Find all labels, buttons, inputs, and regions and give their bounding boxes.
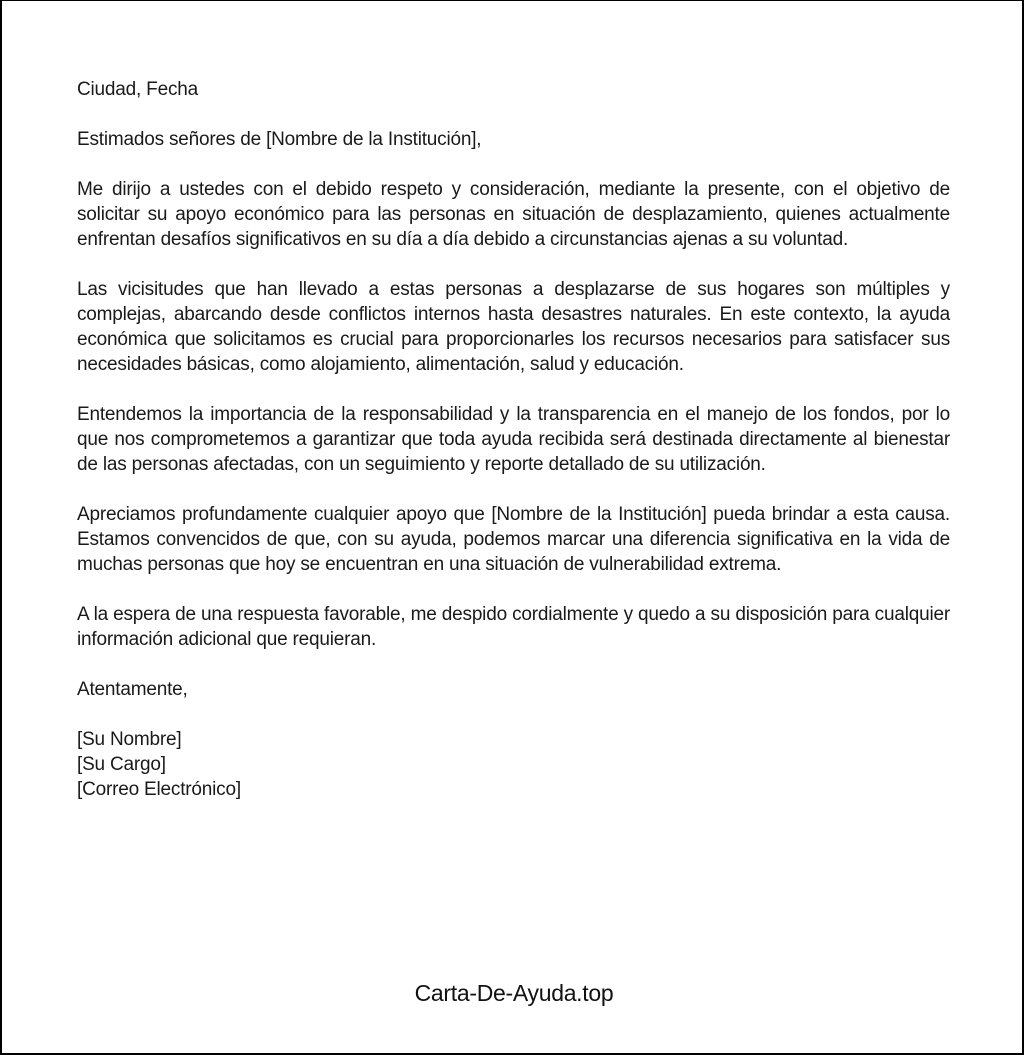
paragraph-context: Las vicisitudes que han llevado a estas personas a desplazarse de sus hogares son múltiples y complejas, abarcando desde conflictos internos hasta desastres naturales. En este contexto, la ayuda económica que solicitamos es crucial para proporcionarles los recursos necesarios para satisfacer sus necesidades básicas, como alojamiento, alimentación, salud y educación.: [77, 279, 950, 375]
closing: Atentamente,: [77, 679, 188, 700]
signature-email: [Correo Electrónico]: [77, 779, 241, 800]
salutation: Estimados señores de [Nombre de la Institución],: [77, 129, 482, 150]
paragraph-transparency: Entendemos la importancia de la responsabilidad y la transparencia en el manejo de los fondos, por lo que nos comprometemos a garantizar que toda ayuda recibida será destinada directamente al bienestar de las personas afectadas, con un seguimiento y reporte detallado de su utilización.: [77, 404, 950, 475]
signature-name: [Su Nombre]: [77, 729, 182, 750]
signature-position: [Su Cargo]: [77, 754, 166, 775]
signature-block: [77, 727, 950, 802]
place-date: Ciudad, Fecha: [77, 79, 198, 100]
footer-site-name: Carta-De-Ayuda.top: [414, 980, 614, 1006]
paragraph-farewell: A la espera de una respuesta favorable, me despido cordialmente y quedo a su disposición para cualquier información adicional que requieran.: [77, 604, 950, 650]
paragraph-request: Me dirijo a ustedes con el debido respeto y consideración, mediante la presente, con el objetivo de solicitar su apoyo económico para las personas en situación de desplazamiento, quienes actualmente enfrentan desafíos significativos en su día a día debido a circunstancias ajenas a su voluntad.: [77, 179, 950, 250]
letter-body: [77, 77, 950, 802]
paragraph-appreciation: Apreciamos profundamente cualquier apoyo que [Nombre de la Institución] pueda brindar a esta causa. Estamos convencidos de que, con su ayuda, podemos marcar una diferencia significativa en la vida de muchas personas que hoy se encuentran en una situación de vulnerabilidad extrema.: [77, 504, 950, 575]
